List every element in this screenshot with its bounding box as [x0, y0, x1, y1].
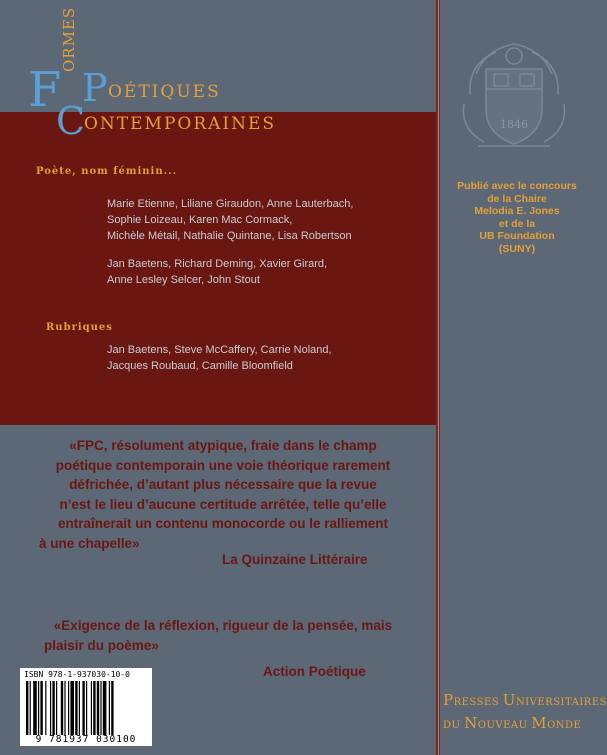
barcode-bar	[30, 681, 31, 735]
isbn-label: ISBN 978-1-937030-10-0	[24, 670, 130, 679]
barcode-bar	[93, 681, 95, 735]
barcode-bar	[64, 681, 65, 735]
masthead-letter-p: P	[82, 66, 108, 110]
publisher-line-2: DU NOUVEAU MONDE	[443, 714, 582, 732]
barcode-bar	[68, 681, 69, 735]
barcode-bar	[79, 681, 80, 735]
support-notice	[442, 180, 592, 256]
barcode-bar	[75, 681, 77, 735]
quote-line: plaisir du poème»	[44, 637, 159, 653]
name-line: Michèle Métail, Nathalie Quintane, Lisa Robertson	[107, 230, 352, 242]
masthead-letter-c: C	[56, 99, 86, 143]
barcode-bar	[40, 681, 42, 735]
masthead-word-oetiques: OÉTIQUES	[108, 82, 221, 102]
name-line: Jan Baetens, Richard Deming, Xavier Girard,	[107, 258, 328, 270]
masthead-letter-f: F	[28, 62, 62, 118]
barcode-bar	[56, 681, 57, 735]
poete-heading: Poète, nom féminin...	[36, 166, 178, 177]
seal-year: 1846	[500, 118, 528, 131]
barcode-bar	[86, 681, 87, 735]
support-line: de la Chaire	[487, 192, 547, 205]
quote-line: poétique contemporain une voie théorique rarement	[55, 457, 391, 473]
name-line: Jan Baetens, Steve McCaffery, Carrie Noland,	[107, 344, 332, 356]
poete-names-group-1	[107, 196, 353, 244]
barcode-bar	[50, 681, 51, 735]
review-quote-2	[26, 616, 420, 655]
barcode-bar	[82, 681, 84, 735]
barcode-bar	[52, 681, 54, 735]
rubriques-heading: Rubriques	[46, 322, 113, 333]
barcode-bar	[100, 681, 101, 735]
name-line: Anne Lesley Selcer, John Stout	[107, 274, 260, 286]
barcode-bar	[103, 681, 107, 735]
quote-line: entraînerait un contenu monocorde ou le ralliement	[57, 516, 389, 531]
barcode-bar	[33, 681, 37, 735]
barcode-bar	[26, 681, 28, 735]
quote-1-source: La Quinzaine Littéraire	[222, 552, 368, 567]
masthead-word-ormes: ORMES	[60, 6, 78, 72]
support-line: Melodia E. Jones	[474, 205, 560, 218]
name-line: Sophie Loizeau, Karen Mac Cormack,	[107, 214, 293, 226]
rubriques-names	[107, 342, 332, 374]
university-seal-emblem	[456, 34, 572, 152]
barcode-bar	[111, 681, 113, 735]
support-line: Publié avec le concours	[457, 180, 577, 192]
barcode-bar	[91, 681, 92, 735]
column-divider-line	[438, 0, 439, 755]
support-line: et de la	[498, 217, 536, 230]
quote-line: à une chapelle»	[39, 535, 140, 551]
barcode-bar	[38, 681, 39, 735]
support-line: UB Foundation	[479, 230, 555, 243]
poete-names-group-2	[107, 256, 327, 288]
masthead	[0, 0, 440, 143]
quote-2-source: Action Poétique	[263, 664, 366, 679]
barcode-bar	[109, 681, 110, 735]
barcode-bar	[97, 681, 99, 735]
support-line: (SUNY)	[498, 242, 536, 255]
name-line: Marie Etienne, Liliane Giraudon, Anne Lauterbach,	[107, 198, 354, 210]
barcode-bar	[61, 681, 63, 735]
quote-line: «FPC, résolument atypique, fraie dans le champ	[69, 438, 377, 453]
publisher-line-1: PRESSES UNIVERSITAIRES	[443, 691, 607, 709]
isbn-barcode	[20, 668, 152, 746]
barcode-bar	[70, 681, 74, 735]
review-quote-1	[26, 436, 420, 553]
barcode-bar	[45, 681, 46, 735]
name-line: Jacques Roubaud, Camille Bloomfield	[107, 360, 293, 372]
masthead-word-ontemporaines: ONTEMPORAINES	[84, 114, 277, 134]
barcode-digits: 9 781937 030100	[35, 734, 137, 745]
publisher-name	[443, 690, 607, 732]
barcode-bars	[26, 681, 146, 735]
quote-line: «Exigence de la réflexion, rigueur de la pensée, mais	[53, 618, 393, 633]
quote-line: défrichée, d’autant plus nécessaire que la revue	[69, 477, 377, 492]
quote-line: n’est le lieu d’aucune certitude arrêtée, telle qu’elle	[59, 496, 387, 512]
